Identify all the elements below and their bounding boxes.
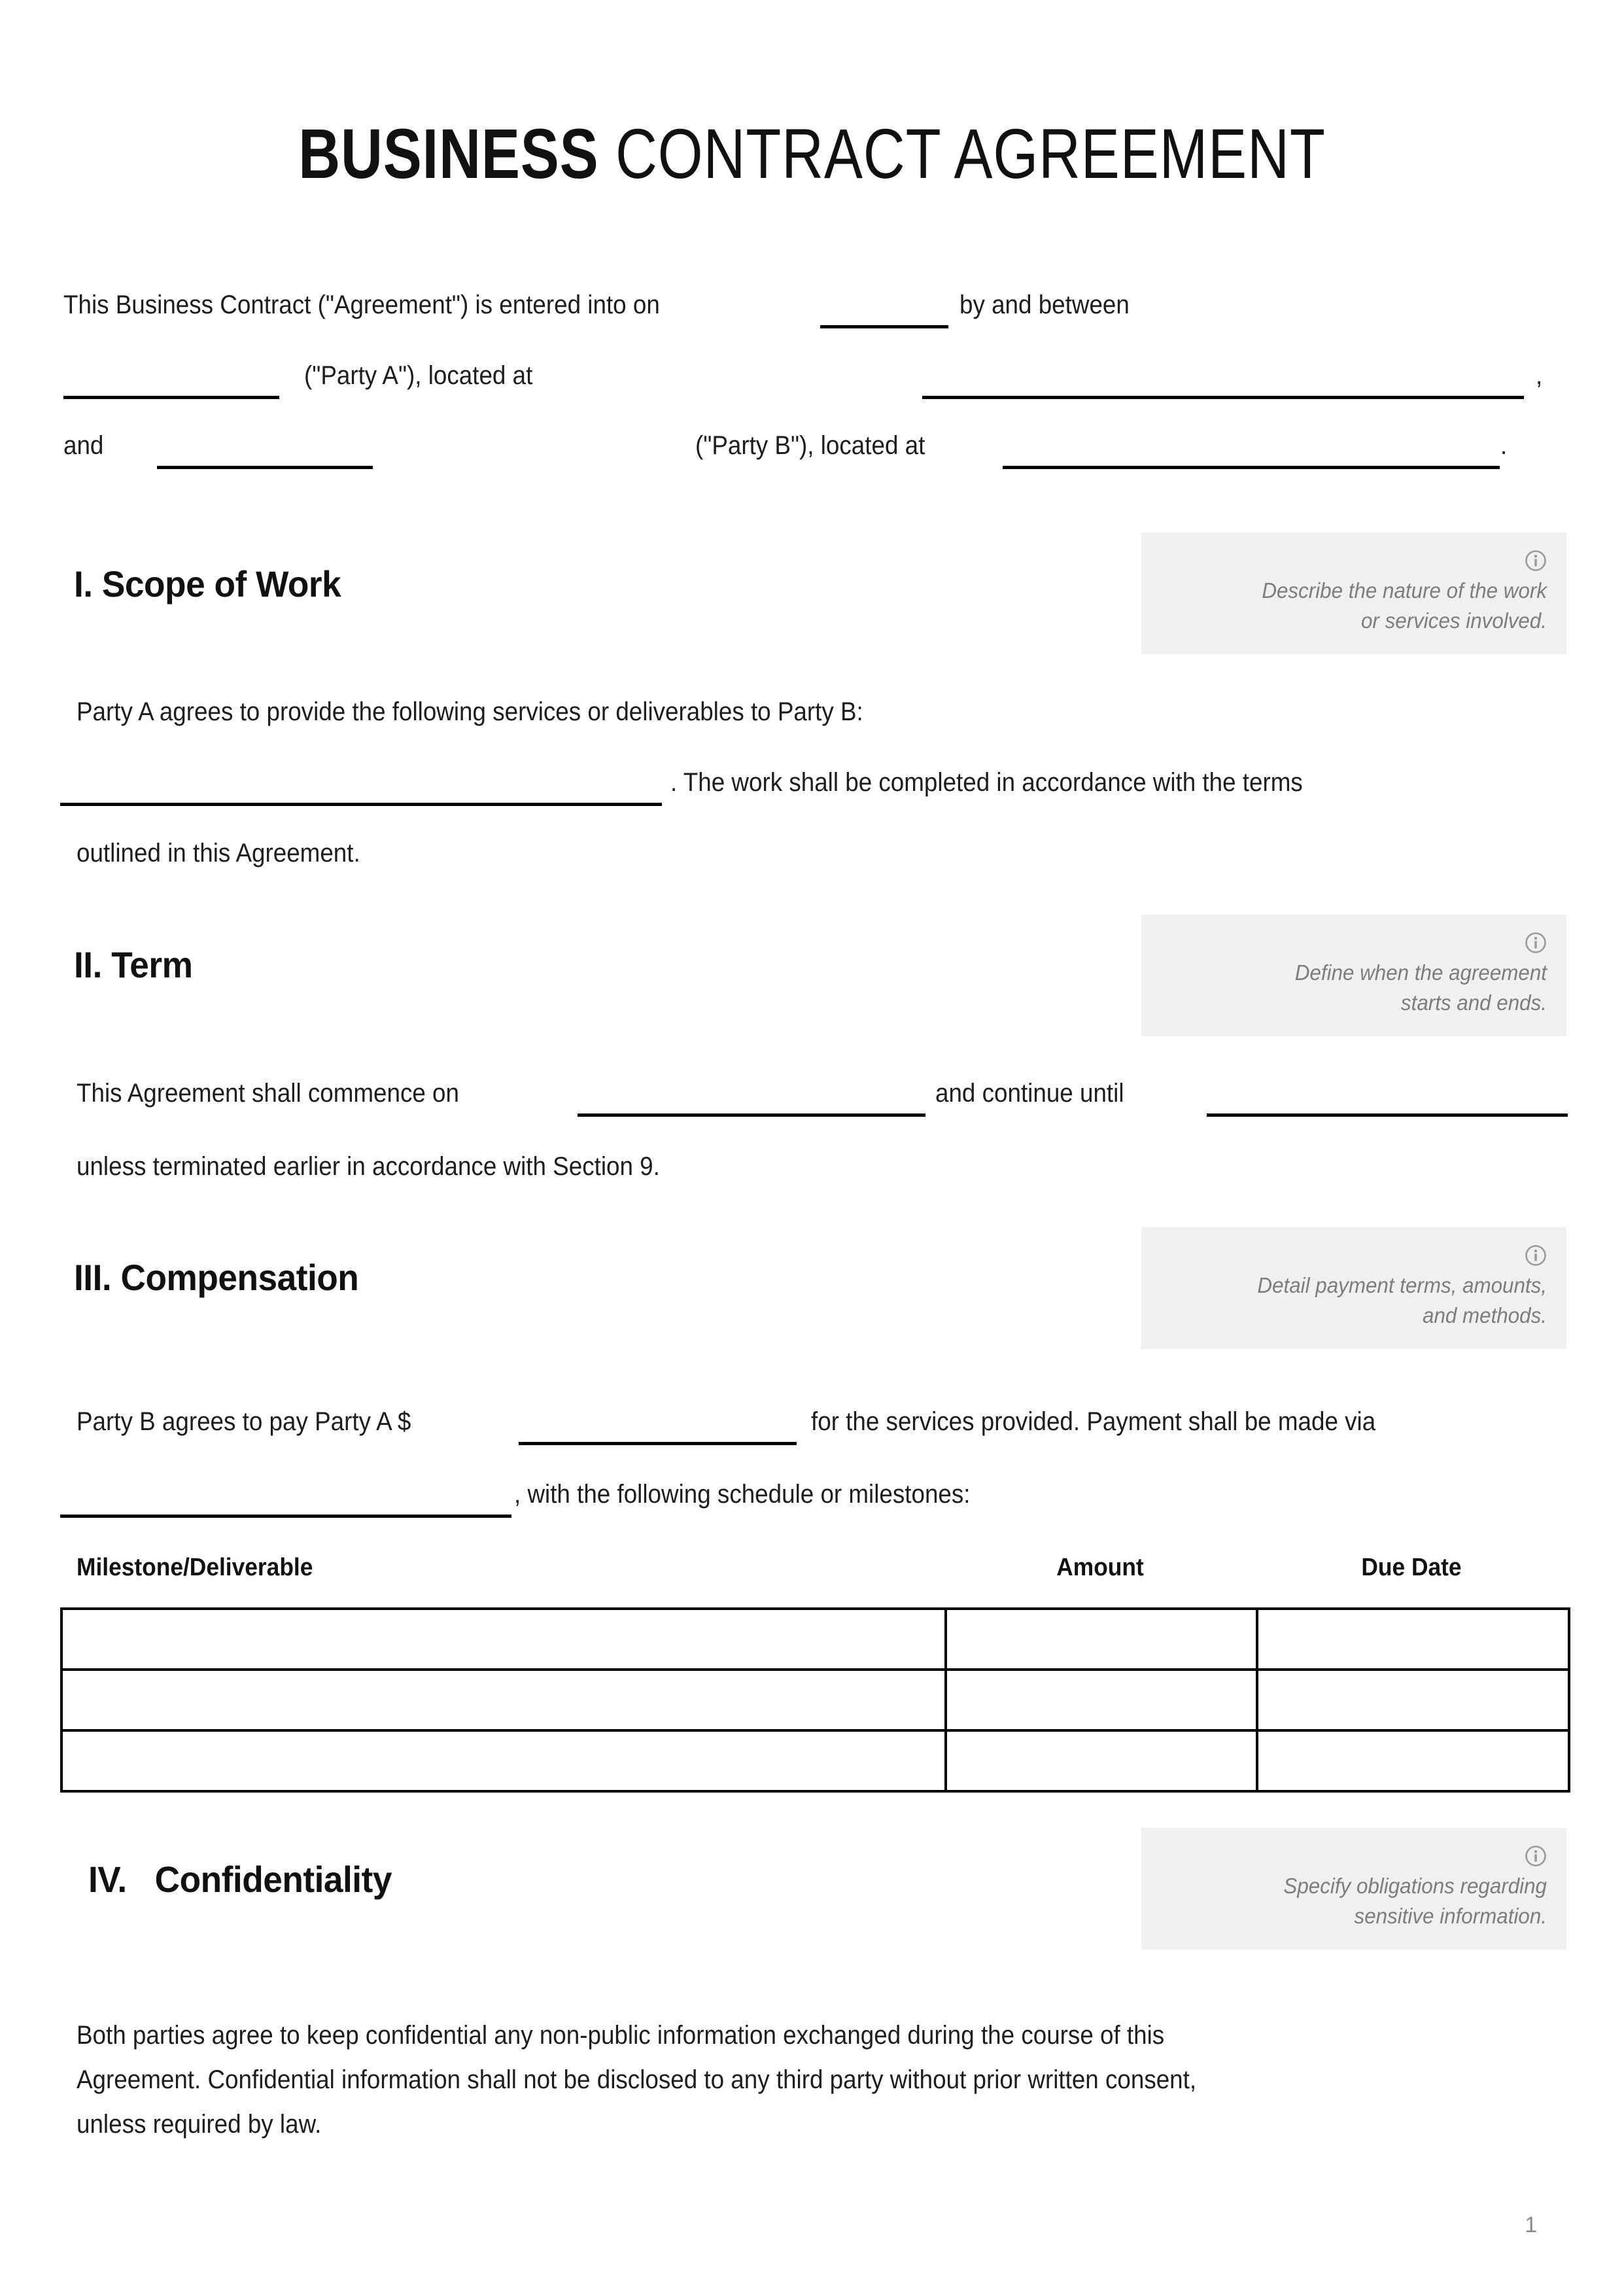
party-b-address-blank[interactable] — [1003, 466, 1500, 469]
note-box-scope-of-work — [1141, 533, 1566, 654]
note-text-line2: and methods. — [1423, 1303, 1547, 1327]
note-box-confidentiality — [1141, 1828, 1566, 1950]
party-a-name-blank[interactable] — [63, 396, 279, 399]
note-text-line1: Describe the nature of the work — [1262, 578, 1547, 603]
section-heading-term: II. Term — [74, 944, 193, 985]
confidentiality-body-line2: Agreement. Confidential information shall not be disclosed to any third party without prior written consent, — [77, 2065, 1197, 2094]
info-icon — [1161, 550, 1547, 572]
note-text-line1: Specify obligations regarding — [1283, 1874, 1547, 1898]
confidentiality-body-line3: unless required by law. — [77, 2110, 322, 2139]
compensation-body-line1-suffix: for the services provided. Payment shall be made via — [811, 1407, 1376, 1436]
cell-milestone[interactable] — [61, 1730, 946, 1791]
party-a-address-blank[interactable] — [922, 396, 1524, 399]
note-text-line2: starts and ends. — [1400, 990, 1547, 1015]
page-title-strong: BUSINESS — [298, 114, 599, 193]
confidentiality-body-line1: Both parties agree to keep confidential any non-public information exchanged during the course of this — [77, 2021, 1165, 2050]
compensation-method-blank[interactable] — [60, 1515, 511, 1518]
section-heading-confidentiality: IV. Confidentiality — [88, 1859, 392, 1900]
intro-line1-suffix: by and between — [959, 290, 1130, 319]
cell-due-date[interactable] — [1257, 1670, 1569, 1730]
section-heading-scope-of-work: I. Scope of Work — [74, 563, 341, 604]
intro-line3-and: and — [63, 431, 104, 460]
term-body-line1-suffix: and continue until — [935, 1079, 1124, 1108]
milestone-table — [60, 1607, 1570, 1793]
compensation-body-line1-prefix: Party B agrees to pay Party A $ — [77, 1407, 411, 1436]
page-title-light: CONTRACT AGREEMENT — [598, 114, 1326, 193]
intro-date-blank[interactable] — [820, 325, 948, 328]
scope-body-line1: Party A agrees to provide the following services or deliverables to Party B: — [77, 697, 863, 726]
compensation-amount-blank[interactable] — [519, 1442, 797, 1445]
term-body-line1-prefix: This Agreement shall commence on — [77, 1079, 459, 1108]
cell-amount[interactable] — [946, 1609, 1257, 1670]
scope-body-line2: . The work shall be completed in accordance with the terms — [670, 768, 1303, 797]
intro-line3-period: . — [1500, 431, 1508, 460]
table-row — [61, 1730, 1569, 1791]
intro-line3-partyb: ("Party B"), located at — [695, 431, 925, 460]
table-header-due-date: Due Date — [1361, 1554, 1462, 1581]
page-number: 1 — [1525, 2213, 1537, 2237]
note-box-compensation — [1141, 1227, 1566, 1349]
table-row — [61, 1609, 1569, 1670]
info-icon — [1161, 1845, 1547, 1867]
table-row — [61, 1670, 1569, 1730]
section-heading-compensation: III. Compensation — [74, 1257, 359, 1298]
term-start-date-blank[interactable] — [578, 1113, 925, 1117]
cell-due-date[interactable] — [1257, 1730, 1569, 1791]
note-text-line2: sensitive information. — [1354, 1904, 1547, 1928]
cell-amount[interactable] — [946, 1730, 1257, 1791]
milestone-table-body — [61, 1609, 1569, 1791]
cell-amount[interactable] — [946, 1670, 1257, 1730]
note-box-term — [1141, 915, 1566, 1036]
table-header-milestone: Milestone/Deliverable — [77, 1554, 313, 1581]
cell-due-date[interactable] — [1257, 1609, 1569, 1670]
info-icon — [1161, 932, 1547, 954]
info-icon — [1161, 1244, 1547, 1267]
compensation-body-line2: , with the following schedule or milestones: — [514, 1480, 971, 1509]
term-body-line2: unless terminated earlier in accordance with Section 9. — [77, 1152, 660, 1181]
intro-line2-partya: ("Party A"), located at — [304, 361, 533, 390]
term-end-date-blank[interactable] — [1207, 1113, 1568, 1117]
cell-milestone[interactable] — [61, 1609, 946, 1670]
note-text-line1: Define when the agreement — [1294, 960, 1547, 985]
intro-line1-prefix: This Business Contract ("Agreement") is entered into on — [63, 290, 660, 319]
scope-services-blank[interactable] — [60, 803, 662, 806]
note-text-line1: Detail payment terms, amounts, — [1257, 1273, 1547, 1297]
party-b-name-blank[interactable] — [157, 466, 373, 469]
page-title — [146, 114, 1477, 193]
table-header-amount: Amount — [1056, 1554, 1144, 1581]
intro-line2-comma: , — [1536, 361, 1543, 390]
cell-milestone[interactable] — [61, 1670, 946, 1730]
note-text-line2: or services involved. — [1360, 608, 1547, 633]
scope-body-line3: outlined in this Agreement. — [77, 839, 360, 867]
